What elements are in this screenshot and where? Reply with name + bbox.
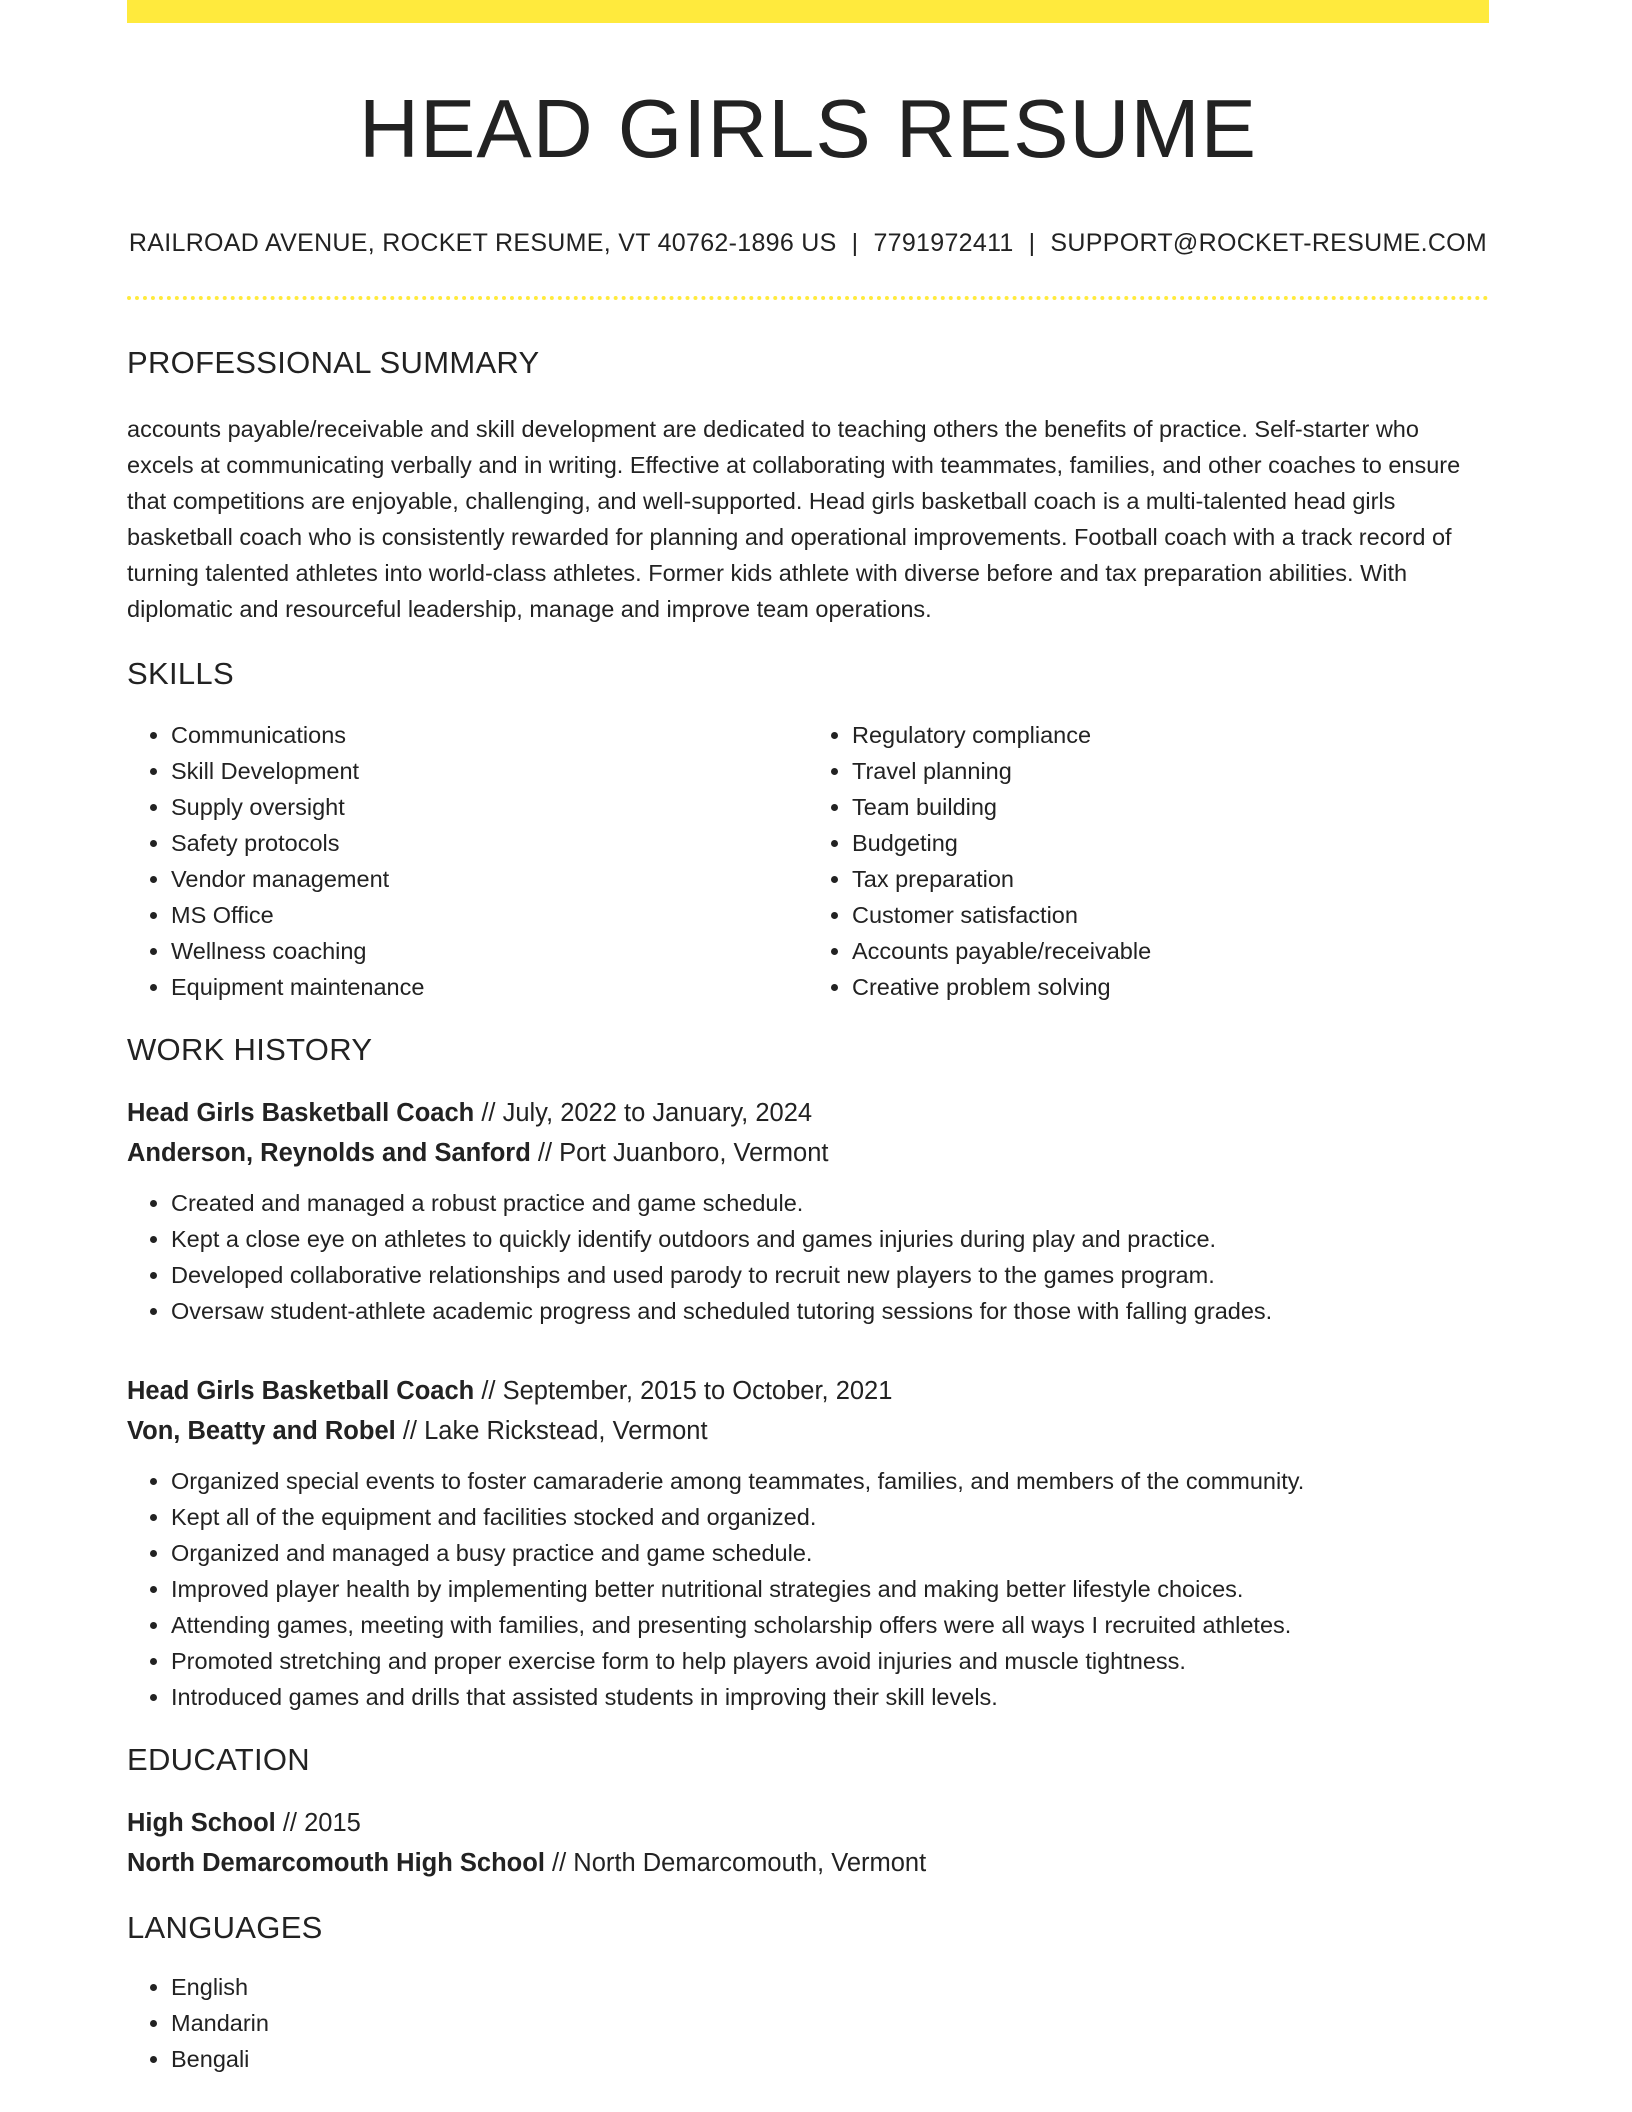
- skill-item: • Equipment maintenance: [171, 969, 808, 1005]
- skill-item: • Budgeting: [852, 825, 1489, 861]
- education-section: [127, 1741, 1489, 1883]
- top-accent-bar: [127, 0, 1489, 23]
- languages-section: [127, 1909, 1489, 2077]
- skill-item: • Skill Development: [171, 753, 808, 789]
- skill-item: • Vendor management: [171, 861, 808, 897]
- job-title-line: [127, 1371, 1489, 1411]
- skills-section: [127, 655, 1489, 1005]
- resume-page: [127, 0, 1489, 2077]
- summary-text: accounts payable/receivable and skill development are dedicated to teaching others the benefits of practice. Self-starter who excels at communicating verbally and in writing. Effective at collaborating with teammates, families, and other coaches to ensure that competitions are enjoyable, challenging, and well-supported. Head girls basketball coach is a multi-talented head girls basketball coach who is consistently rewarded for planning and operational improvements. Football coach with a track record of turning talented athletes into world-class athletes. Former kids athlete with diverse before and tax preparation abilities. With diplomatic and resourceful leadership, manage and improve team operations.: [127, 415, 1461, 622]
- job-duties-list: [127, 1463, 1489, 1715]
- job-dates: // July, 2022 to January, 2024: [481, 1099, 813, 1127]
- skills-left-list: [127, 717, 808, 1005]
- dotted-divider: [127, 296, 1489, 300]
- job-company-line: [127, 1411, 1489, 1451]
- skill-item: • Supply oversight: [171, 789, 808, 825]
- language-item: • Bengali: [171, 2041, 1489, 2077]
- education-location: // North Demarcomouth, Vermont: [552, 1849, 927, 1878]
- skill-item: • Travel planning: [852, 753, 1489, 789]
- skill-item: • Tax preparation: [852, 861, 1489, 897]
- contact-email: SUPPORT@ROCKET-RESUME.COM: [1050, 229, 1488, 258]
- job-duties-list: [127, 1185, 1489, 1329]
- skill-item: • Customer satisfaction: [852, 897, 1489, 933]
- resume-name: HEAD GIRLS RESUME: [359, 82, 1257, 175]
- education-degree-line: [127, 1803, 1489, 1843]
- skills-heading: SKILLS: [127, 655, 234, 691]
- education-degree: High School: [127, 1809, 276, 1838]
- contact-line: [127, 228, 1489, 258]
- skill-item: • Regulatory compliance: [852, 717, 1489, 753]
- summary-heading: PROFESSIONAL SUMMARY: [127, 345, 540, 381]
- skill-item: • Safety protocols: [171, 825, 808, 861]
- job-location: // Lake Rickstead, Vermont: [402, 1417, 708, 1445]
- skill-item: • Wellness coaching: [171, 933, 808, 969]
- skill-item: • Accounts payable/receivable: [852, 933, 1489, 969]
- skill-item: • Team building: [852, 789, 1489, 825]
- job-duty: • Introduced games and drills that assisted students in improving their skill levels.: [171, 1679, 1489, 1715]
- work-history-heading: WORK HISTORY: [127, 1031, 373, 1067]
- education-year: // 2015: [282, 1809, 361, 1838]
- contact-address: RAILROAD AVENUE, ROCKET RESUME, VT 40762-1896 US: [128, 229, 837, 258]
- job-entry: [127, 1371, 1489, 1715]
- job-location: // Port Juanboro, Vermont: [537, 1139, 829, 1167]
- summary-section: [127, 344, 1489, 626]
- job-duty: • Oversaw student-athlete academic progress and scheduled tutoring sessions for those with falling grades.: [171, 1293, 1489, 1329]
- job-title: Head Girls Basketball Coach: [127, 1099, 475, 1127]
- languages-heading: LANGUAGES: [127, 1910, 323, 1946]
- job-duty: • Developed collaborative relationships and used parody to recruit new players to the games program.: [171, 1257, 1489, 1293]
- job-duty: • Attending games, meeting with families, and presenting scholarship offers were all ways I recruited athletes.: [171, 1607, 1489, 1643]
- languages-list: [127, 1969, 1489, 2077]
- job-company: Anderson, Reynolds and Sanford: [127, 1139, 531, 1167]
- skill-item: • Communications: [171, 717, 808, 753]
- job-duty: • Created and managed a robust practice and game schedule.: [171, 1185, 1489, 1221]
- skills-columns: [127, 717, 1489, 1005]
- education-entry: [127, 1803, 1489, 1883]
- skill-item: • MS Office: [171, 897, 808, 933]
- skills-right-list: [808, 717, 1489, 1005]
- job-title-line: [127, 1093, 1489, 1133]
- contact-separator: |: [1028, 229, 1036, 258]
- language-item: • English: [171, 1969, 1489, 2005]
- skill-item: • Creative problem solving: [852, 969, 1489, 1005]
- language-item: • Mandarin: [171, 2005, 1489, 2041]
- job-company-line: [127, 1133, 1489, 1173]
- job-duty: • Kept all of the equipment and facilities stocked and organized.: [171, 1499, 1489, 1535]
- work-history-section: [127, 1031, 1489, 1715]
- job-company: Von, Beatty and Robel: [127, 1417, 396, 1445]
- job-duty: • Kept a close eye on athletes to quickly identify outdoors and games injuries during play and practice.: [171, 1221, 1489, 1257]
- education-school-line: [127, 1843, 1489, 1883]
- job-entry: [127, 1093, 1489, 1329]
- education-school: North Demarcomouth High School: [127, 1849, 545, 1878]
- job-duty: • Organized and managed a busy practice and game schedule.: [171, 1535, 1489, 1571]
- job-duty: • Promoted stretching and proper exercise form to help players avoid injuries and muscle tightness.: [171, 1643, 1489, 1679]
- job-title: Head Girls Basketball Coach: [127, 1377, 475, 1405]
- job-dates: // September, 2015 to October, 2021: [481, 1377, 893, 1405]
- contact-phone: 7791972411: [873, 229, 1014, 258]
- contact-separator: |: [851, 229, 859, 258]
- job-duty: • Improved player health by implementing better nutritional strategies and making better lifestyle choices.: [171, 1571, 1489, 1607]
- education-heading: EDUCATION: [127, 1742, 310, 1777]
- job-duty: • Organized special events to foster camaraderie among teammates, families, and members of the community.: [171, 1463, 1489, 1499]
